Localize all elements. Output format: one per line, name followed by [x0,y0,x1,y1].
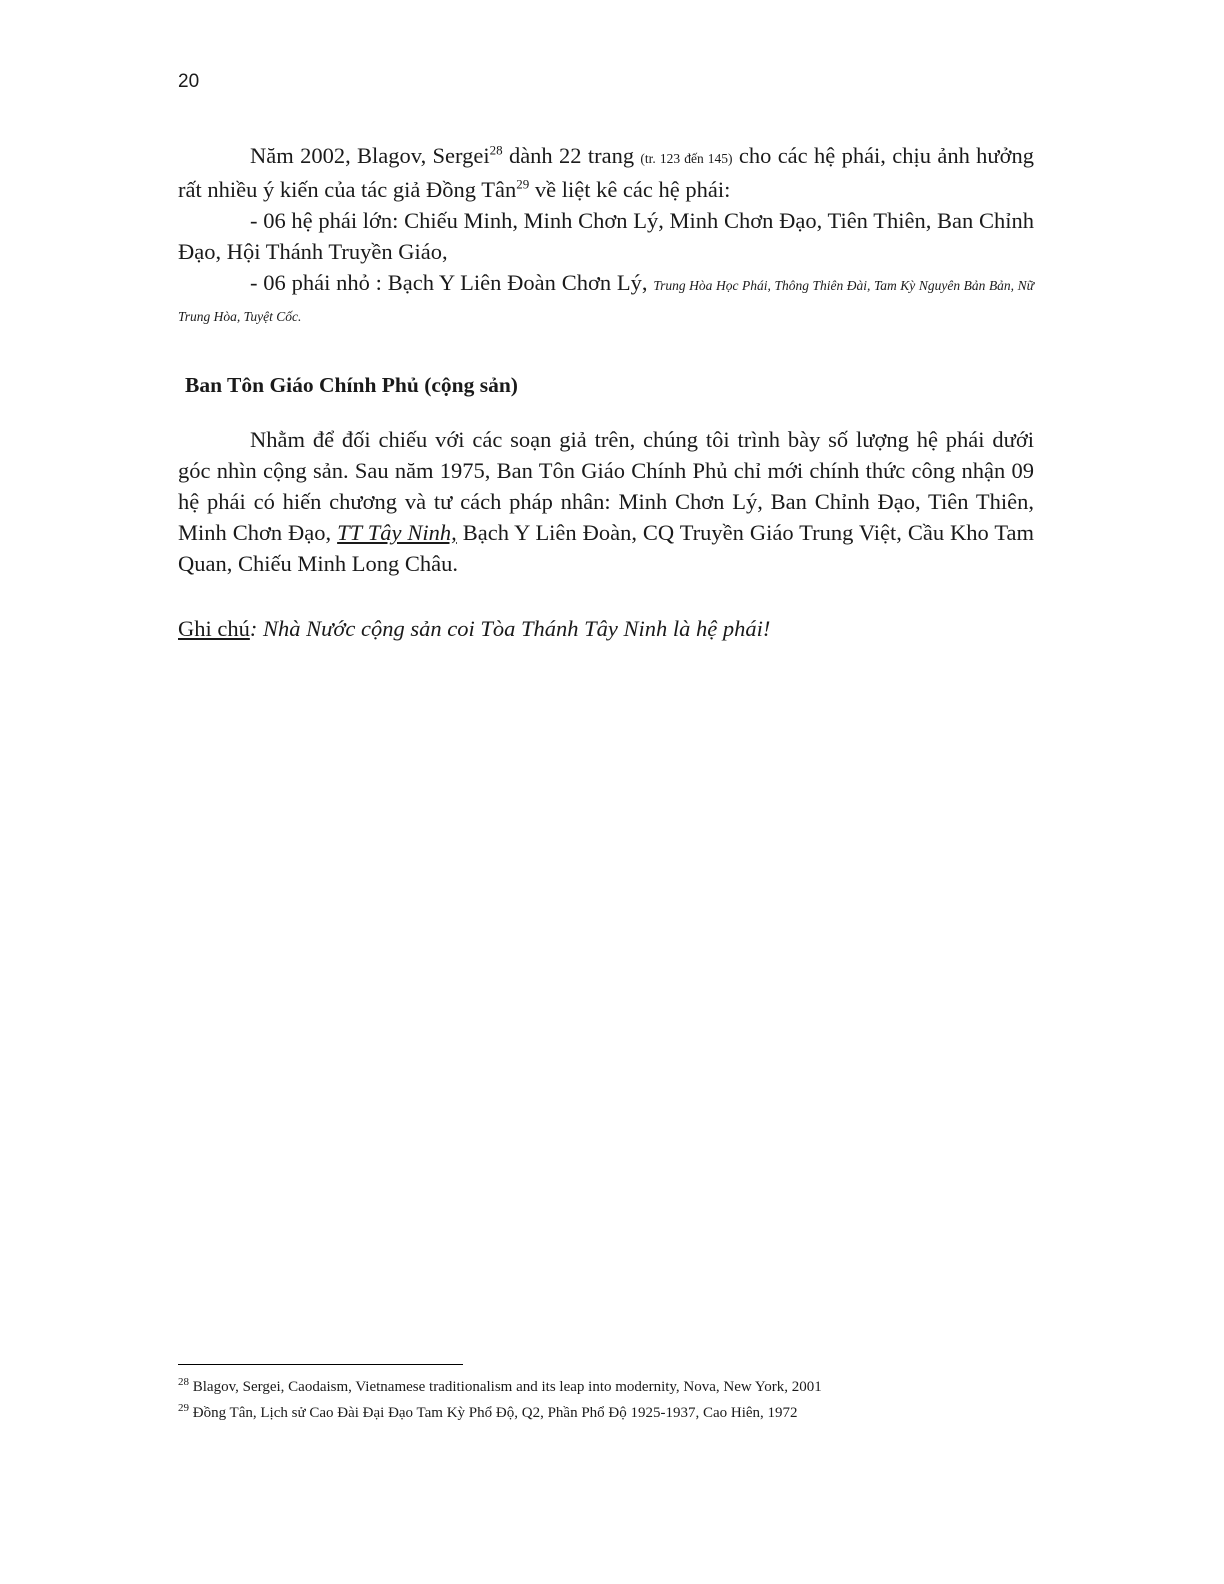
footnote-divider [178,1364,463,1365]
page-number: 20 [178,71,200,92]
government-paragraph [178,424,1034,579]
note-label: Ghi chú [178,616,250,641]
footnote-text: Đồng Tân, Lịch sử Cao Đài Đại Đạo Tam Kỳ Phổ Độ, Q2, Phần Phổ Độ 1925-1937, Cao Hiên, 1972 [189,1405,798,1421]
note-text: : Nhà Nước cộng sản coi Tòa Thánh Tây Ninh là hệ phái! [249,616,771,641]
intro-text-c: cho các hệ phái, chịu ảnh hưởng rất nhiều ý kiến của tác giả Đồng Tân [178,143,1034,202]
government-section [178,424,1034,579]
list-item-major: - 06 hệ phái lớn: Chiếu Minh, Minh Chơn Lý, Minh Chơn Đạo, Tiên Thiên, Ban Chỉnh Đạo, Hội Thánh Truyền Giáo, [178,208,1034,264]
footnote-number: 29 [178,1402,189,1414]
note [178,613,1034,644]
intro-paragraph [178,140,1034,205]
intro-text-b: dành 22 trang [502,143,641,168]
footnote-28 [178,1377,1038,1397]
section-heading: Ban Tôn Giáo Chính Phủ (cộng sản) [185,373,518,397]
footnote-text: Blagov, Sergei, Caodaism, Vietnamese traditionalism and its leap into modernity, Nova, New York, 2001 [189,1379,822,1395]
footnote-number: 28 [178,1376,189,1388]
list-item-minor-italic: Trung Hòa Học Phái, Thông Thiên Đài, Tam Kỳ Nguyên Bản Bản, Nữ Trung Hòa, Tuyệt Cốc. [178,278,1034,324]
intro-text-d: về liệt kê các hệ phái: [529,177,731,202]
list-item-minor [178,267,1034,329]
intro-section [178,140,1034,329]
footnote-29 [178,1403,1038,1423]
intro-text-a: Năm 2002, Blagov, Sergei [250,143,490,168]
note-paragraph [178,613,1034,644]
footnote-ref-29[interactable]: 29 [516,176,530,192]
tay-ninh-term: TT Tây Ninh, [337,520,457,545]
page-range: (tr. 123 đến 145) [640,151,733,166]
list-item-minor-text: - 06 phái nhỏ : Bạch Y Liên Đoàn Chơn Lý, [250,270,654,295]
government-text-b: Bạch Y Liên Đoàn, CQ Truyền Giáo Trung Việt, Cầu Kho Tam Quan, Chiếu Minh Long Châu. [178,520,1034,576]
footnote-ref-28[interactable]: 28 [489,142,503,158]
government-text-a: Nhằm để đối chiếu với các soạn giả trên, chúng tôi trình bày số lượng hệ phái dưới góc nhìn cộng sản. Sau năm 1975, Ban Tôn Giáo Chính Phủ chỉ mới chính thức công nhận 09 hệ phái có hiến chương và tư cách pháp nhân: Minh Chơn Lý, Ban Chỉnh Đạo, Tiên Thiên, Minh Chơn Đạo, [178,427,1034,545]
